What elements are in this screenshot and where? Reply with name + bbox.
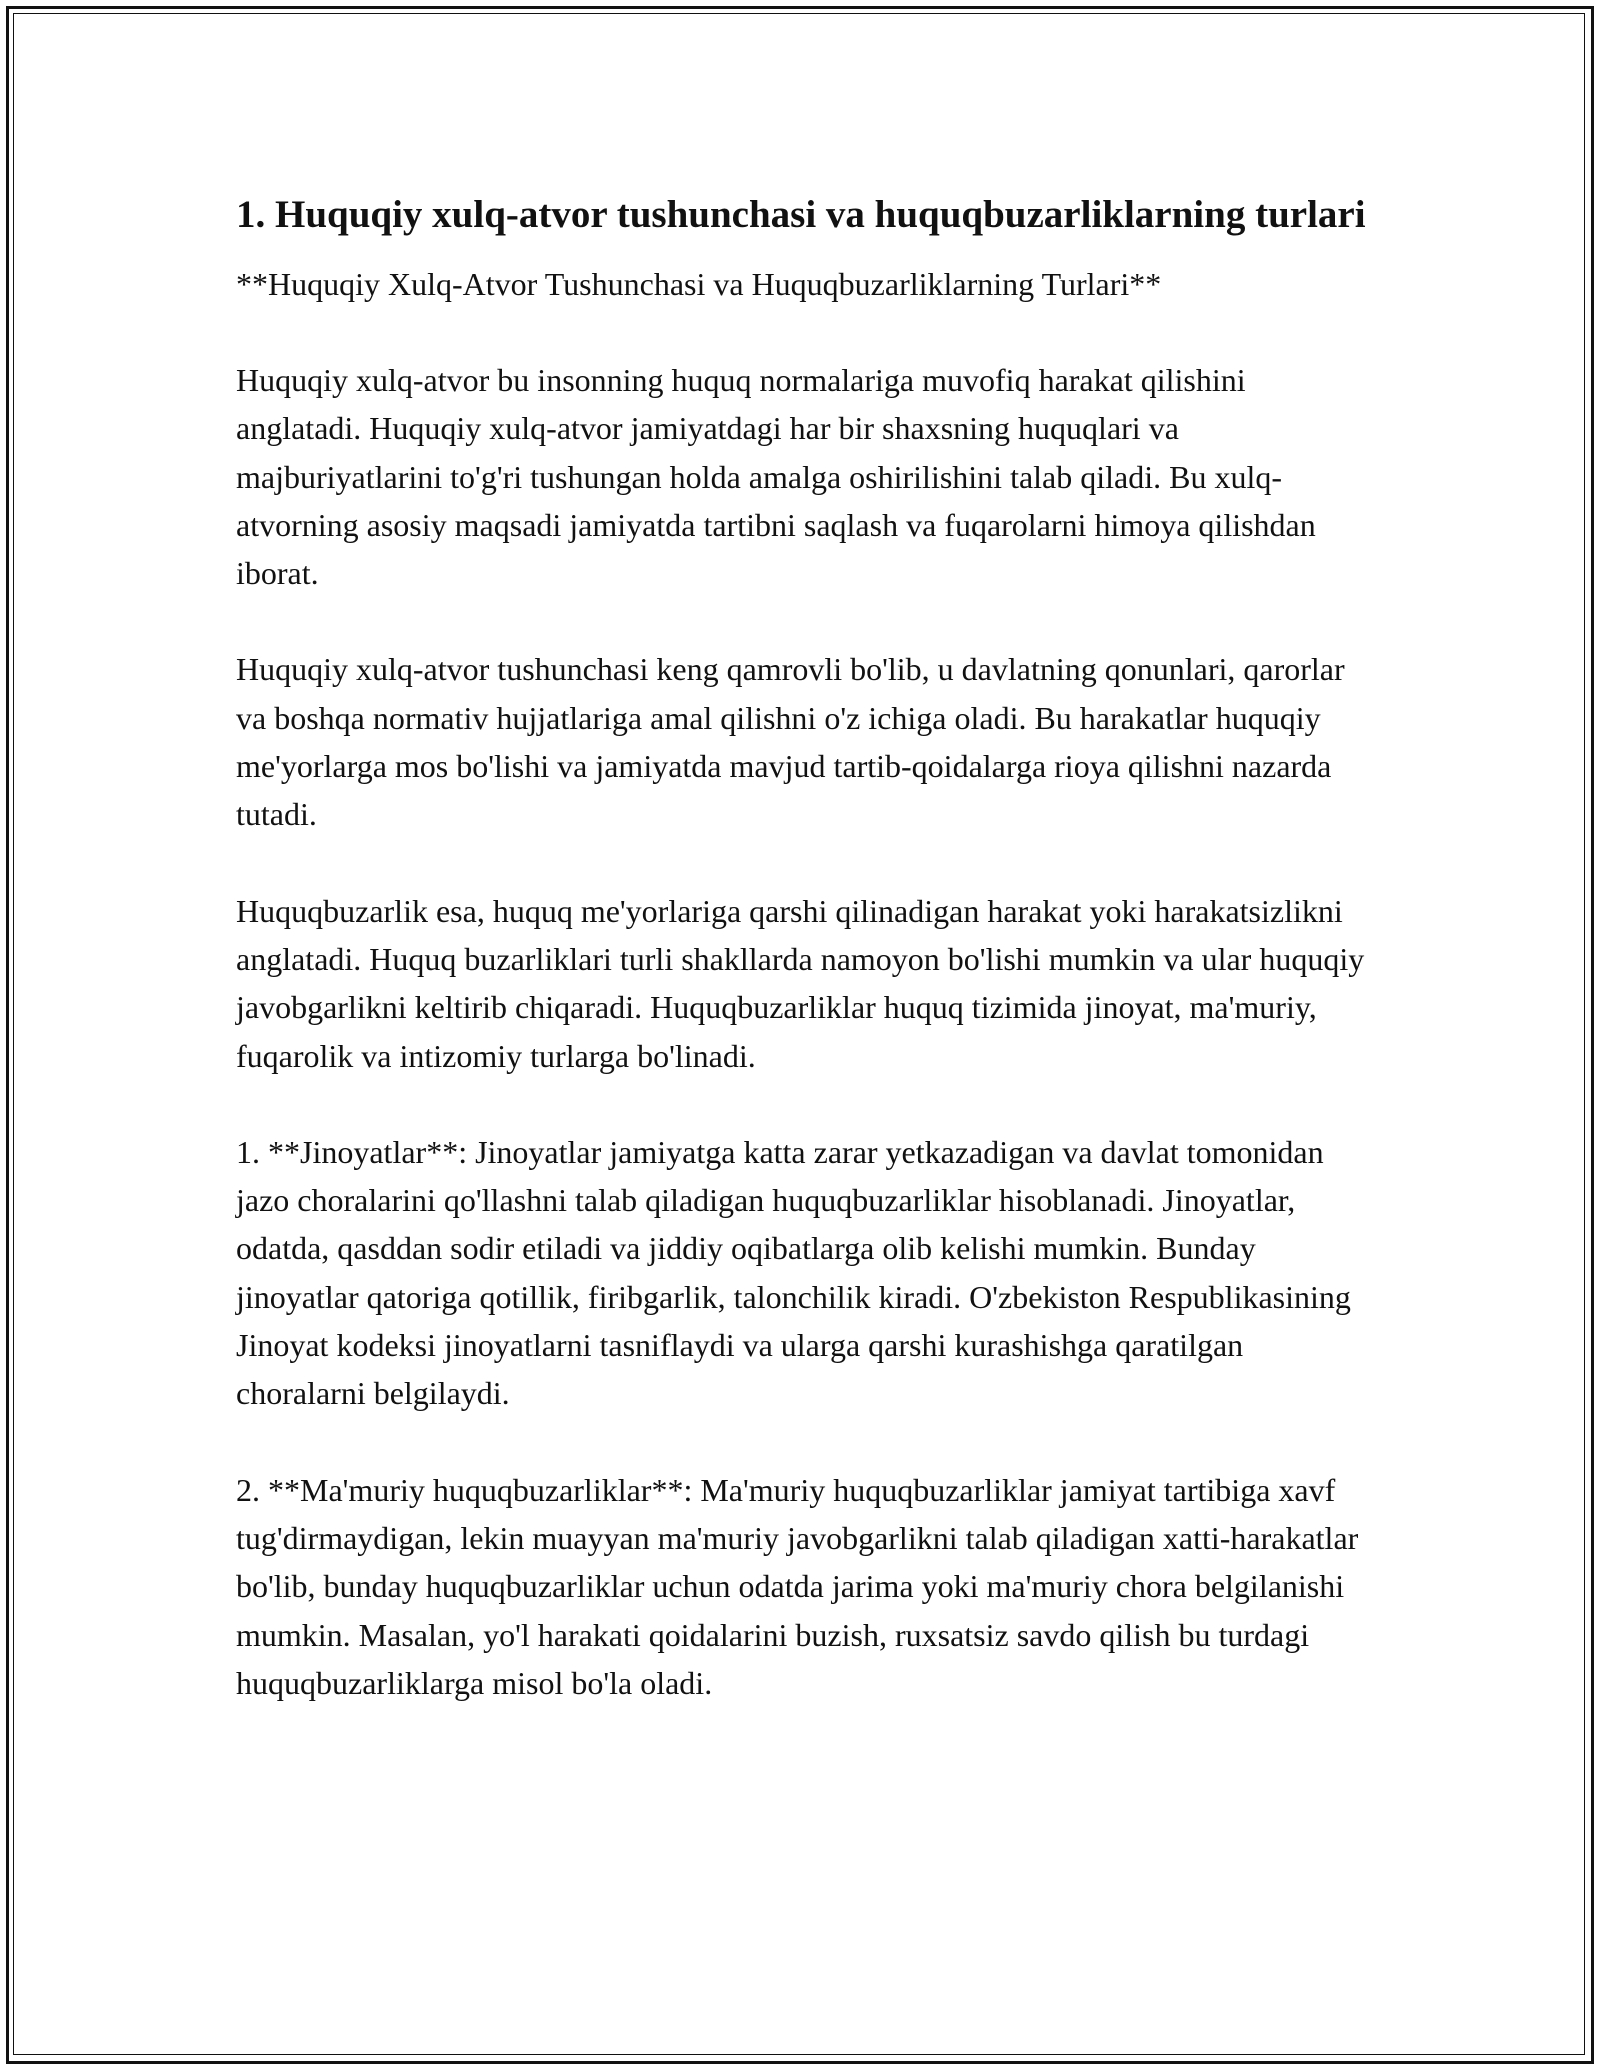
paragraph-legal-behavior-definition: Huquqiy xulq-atvor bu insonning huquq normalariga muvofiq harakat qilishini anglatadi. Huquqiy xulq-atvor jamiyatdagi har bir shaxsning huquqlari va majburiyatlarini to'g'ri tushungan holda amalga oshirilishini talab qiladi. Bu xulq-atvorning asosiy maqsadi jamiyatda tartibni saqlash va fuqarolarni himoya qilishdan iborat.	[236, 362, 1316, 592]
section-heading: 1. Huquqiy xulq-atvor tushunchasi va huquqbuzarliklarning turlari	[236, 193, 1366, 236]
paragraph-offense-definition: Huquqbuzarlik esa, huquq me'yorlariga qarshi qilinadigan harakat yoki harakatsizlikni anglatadi. Huquq buzarliklari turli shakllarda namoyon bo'lishi mumkin va ular huquqiy javobgarlikni keltirib chiqaradi. Huquqbuzarliklar huquq tizimida jinoyat, ma'muriy, fuqarolik va intizomiy turlarga bo'linadi.	[236, 892, 1365, 1074]
document-body	[236, 188, 1366, 1707]
paragraph-administrative-offenses: 2. **Ma'muriy huquqbuzarliklar**: Ma'muriy huquqbuzarliklar jamiyat tartibiga xavf tug'dirmaydigan, lekin muayyan ma'muriy javobgarlikni talab qiladigan xatti-harakatlar bo'lib, bunday huquqbuzarliklar uchun odatda jarima yoki ma'muriy chora belgilanishi mumkin. Masalan, yo'l harakati qoidalarini buzish, ruxsatsiz savdo qilish bu turdagi huquqbuzarliklarga misol bo'la oladi.	[236, 1471, 1359, 1701]
paragraph-crimes: 1. **Jinoyatlar**: Jinoyatlar jamiyatga katta zarar yetkazadigan va davlat tomonidan jazo choralarini qo'llashni talab qiladigan huquqbuzarliklar hisoblanadi. Jinoyatlar, odatda, qasddan sodir etiladi va jiddiy oqibatlarga olib kelishi mumkin. Bunday jinoyatlar qatoriga qotillik, firibgarlik, talonchilik kiradi. O'zbekiston Respublikasining Jinoyat kodeksi jinoyatlarni tasniflaydi va ularga qarshi kurashishga qaratilgan choralarni belgilaydi.	[236, 1133, 1351, 1412]
document-subheading: **Huquqiy Xulq-Atvor Tushunchasi va Huquqbuzarliklarning Turlari**	[236, 266, 1162, 302]
paragraph-legal-behavior-scope: Huquqiy xulq-atvor tushunchasi keng qamrovli bo'lib, u davlatning qonunlari, qarorlar va boshqa normativ hujjatlariga amal qilishni o'z ichiga oladi. Bu harakatlar huquqiy me'yorlarga mos bo'lishi va jamiyatda mavjud tartib-qoidalarga rioya qilishni nazarda tutadi.	[236, 651, 1345, 833]
